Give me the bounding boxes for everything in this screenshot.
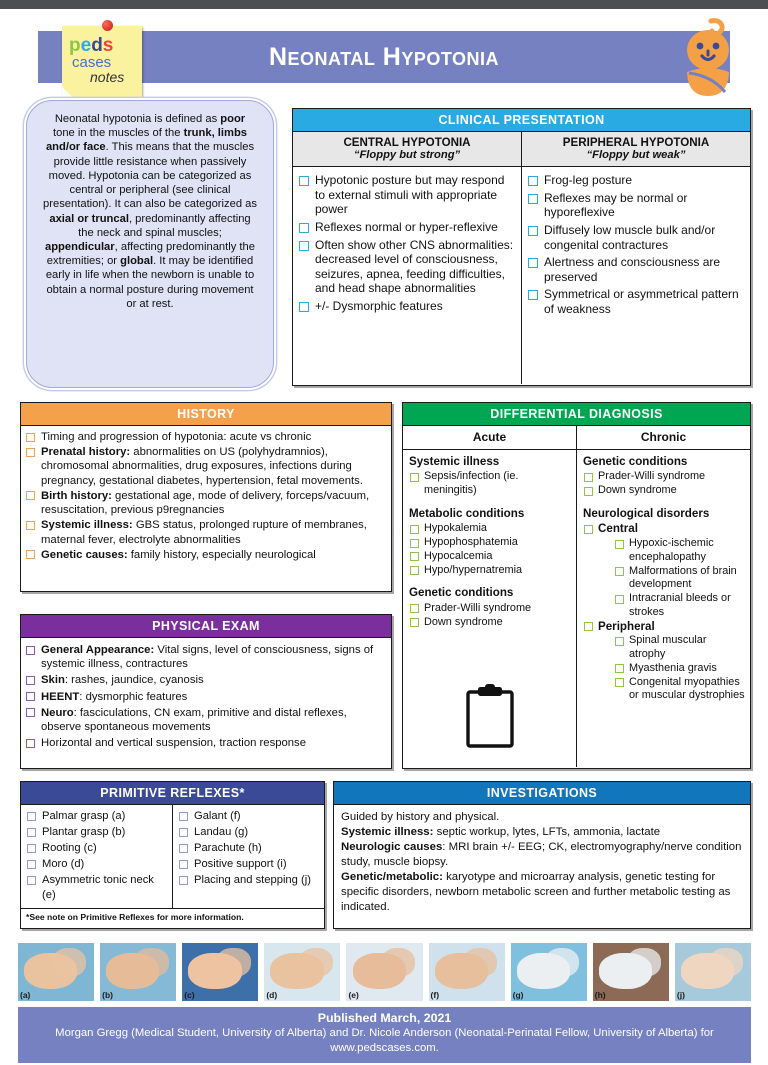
- list-item: [25, 548, 385, 562]
- list-item: [527, 173, 744, 188]
- list-item-label: Reflexes normal or hyper-reflexive: [315, 219, 498, 234]
- list-item: [614, 565, 745, 592]
- list-item-label: Birth history: gestational age, mode of delivery, forceps/vacuum, resuscitation, previous p9regnancies: [41, 489, 370, 517]
- list-item: [25, 643, 385, 671]
- photo-shape: [52, 948, 86, 977]
- page-header: [18, 27, 750, 87]
- baby-icon: [678, 18, 740, 98]
- list-item-label: Genetic causes: family history, especially neurological: [41, 548, 316, 561]
- clinical-presentation-card: [292, 108, 751, 386]
- list-item: [25, 445, 385, 488]
- logo-peds-text: peds: [69, 35, 114, 56]
- central-hypotonia-body: [293, 167, 521, 321]
- list-item-label: Skin: rashes, jaundice, cyanosis: [41, 674, 204, 687]
- list-item-label: Placing and stepping (j): [194, 874, 311, 887]
- list-item: [527, 287, 744, 316]
- list-item-label: Landau (g): [194, 826, 249, 839]
- list-item: [409, 564, 571, 578]
- photo-label: (b): [102, 990, 113, 1000]
- list-item: [409, 522, 571, 536]
- photo-label: (e): [348, 990, 359, 1000]
- list-item: [614, 634, 745, 661]
- acute-column-title: Acute: [403, 426, 576, 450]
- list-item: [583, 484, 745, 498]
- text-line: Genetic/metabolic: karyotype and microarray analysis, genetic testing for specific disorders, newborn metabolic screen and further metabolic testing as indicated.: [341, 871, 731, 914]
- list-item-label: Reflexes may be normal or hyporeflexive: [544, 190, 688, 220]
- differential-diagnosis-card: [402, 402, 751, 769]
- peripheral-hypotonia-title: PERIPHERAL HYPOTONIA: [562, 136, 710, 149]
- list-item: [409, 536, 571, 550]
- list-item-label: Prenatal history: abnormalities on US (polyhydramnios), chromosomal abnormalities, drug exposures, infections during pregnancy, gestational diabetes, hypertension, fetal movements.: [41, 446, 363, 487]
- placing-stepping-photo: [675, 943, 751, 1001]
- central-hypotonia-subheader: [293, 132, 521, 167]
- text-line: Guided by history and physical.: [341, 811, 500, 823]
- list-item-label: Congenital myopathies or muscular dystrophies: [629, 675, 745, 702]
- definition-box: [26, 100, 274, 388]
- list: [409, 522, 571, 577]
- history-card: [20, 402, 392, 592]
- list-item-label: Systemic illness: GBS status, prolonged rupture of membranes, maternal fever, electrolyte abnormalities: [41, 519, 367, 546]
- list-item-label: Asymmetric tonic neck (e): [42, 874, 154, 901]
- list-item-label: Hypocalcemia: [424, 549, 493, 562]
- list-item: [25, 736, 385, 750]
- spacer: [583, 498, 745, 507]
- list-item-label: Symmetrical or asymmetrical pattern of weakness: [544, 287, 739, 316]
- list-item-label: Parachute (h): [194, 842, 262, 855]
- list: [614, 537, 745, 619]
- published-date: Published March, 2021: [317, 1011, 452, 1025]
- list-item: [178, 857, 321, 871]
- list-item-label: Prader-Willi syndrome: [598, 470, 706, 483]
- list-item: [614, 537, 745, 564]
- list-item-label: Hypotonic posture but may respond to external stimuli with appropriate power: [315, 173, 505, 217]
- physical-exam-body: [21, 638, 391, 756]
- photo-shape: [134, 948, 168, 977]
- list-item-label: Hypophosphatemia: [424, 536, 518, 549]
- list: [614, 634, 745, 703]
- text-line: Systemic illness: septic workup, lytes, LFTs, ammonia, lactate: [341, 826, 661, 839]
- list-item: [25, 489, 385, 517]
- photo-label: (j): [676, 990, 685, 1000]
- infographic-page: [0, 9, 768, 1065]
- photo-label: (h): [594, 990, 606, 1000]
- list-item-label: Sepsis/infection (ie. meningitis): [424, 470, 519, 497]
- peripheral-hypotonia-list: [527, 173, 744, 317]
- subgroup-label: Central: [598, 522, 638, 536]
- investigations-card: [333, 781, 751, 929]
- photo-shape: [381, 948, 415, 977]
- list-item-label: Moro (d): [42, 858, 85, 871]
- definition-text: Neonatal hypotonia is defined as poor tone in the muscles of the trunk, limbs and/or face. This means that the muscles provide little resistance when passively moved. Hypotonia can be categorized as central or peripheral (see clinical presentation). It can also be categorized as axial or truncal, predominantly affecting the neck and spinal muscles; appendicular, affecting predominantly the extremities; or global. It may be identified early in life when the newborn is unable to obtain a normal posture during movement or at rest.: [43, 113, 257, 310]
- spacer: [409, 577, 571, 586]
- list: [409, 602, 571, 629]
- differential-acute-column: [403, 426, 577, 767]
- list-item: [25, 706, 385, 734]
- list-item-label: Rooting (c): [42, 842, 97, 855]
- photo-label: (c): [184, 990, 195, 1000]
- list-item: [583, 470, 745, 484]
- list-item: [26, 809, 169, 823]
- rooting-photo: [182, 943, 258, 1001]
- history-list: [25, 430, 385, 562]
- moro-photo: [264, 943, 340, 1001]
- reflexes-column-1: [21, 805, 173, 908]
- subgroup-item: [583, 620, 745, 703]
- list-item: [409, 470, 571, 497]
- logo-cases-text: cases: [72, 54, 112, 71]
- list-item-label: Plantar grasp (b): [42, 826, 126, 839]
- list-item: [527, 255, 744, 284]
- logo-note-corner: [62, 87, 75, 100]
- page-title-text: Neonatal Hypotonia: [268, 42, 500, 71]
- list-item-label: Down syndrome: [424, 615, 503, 628]
- list-item: [614, 676, 745, 703]
- list-item-label: +/- Dysmorphic features: [315, 299, 443, 313]
- galant-photo: [429, 943, 505, 1001]
- group-heading: Systemic illness: [409, 455, 500, 468]
- list-item-label: Intracranial bleeds or strokes: [629, 592, 731, 618]
- list-item: [409, 602, 571, 616]
- primitive-reflexes-card: [20, 781, 325, 929]
- text-line: Neurologic causes: MRI brain +/- EEG; CK, electromyography/nerve condition study, muscle biopsy.: [341, 841, 742, 869]
- list-item-label: Neuro: fasciculations, CN exam, primitive and distal reflexes, observe spontaneous movements: [41, 706, 347, 734]
- list-item: [298, 220, 515, 235]
- list-item: [298, 299, 515, 314]
- list-item-label: Diffusely low muscle bulk and/or congenital contractures: [544, 222, 716, 252]
- pedscases-logo: [62, 20, 147, 100]
- photo-shape: [627, 948, 661, 977]
- central-hypotonia-title: CENTRAL HYPOTONIA: [343, 136, 471, 149]
- photo-label: (g): [512, 990, 524, 1000]
- list-item-label: Hypo/hypernatremia: [424, 563, 523, 576]
- photo-shape: [709, 948, 743, 977]
- parachute-photo: [593, 943, 669, 1001]
- photo-shape: [545, 948, 579, 977]
- list-item-label: Alertness and consciousness are preserved: [544, 255, 721, 284]
- list-item-label: Hypoxic-ischemic encephalopathy: [629, 537, 714, 563]
- list-item-label: Malformations of brain development: [629, 564, 737, 591]
- clipboard-icon: [465, 684, 515, 748]
- reflexes-list-2: [178, 809, 321, 888]
- list-item: [25, 673, 385, 687]
- logo-pin-icon: [102, 20, 113, 31]
- list-item-label: Galant (f): [194, 810, 241, 822]
- list-item: [26, 841, 169, 855]
- photo-label: (d): [266, 990, 278, 1000]
- list-item-label: HEENT: dysmorphic features: [41, 690, 188, 703]
- list-item: [298, 238, 515, 297]
- group-heading: Genetic conditions: [583, 455, 688, 468]
- list-item-label: Timing and progression of hypotonia: acute vs chronic: [41, 431, 312, 443]
- list-item: [527, 223, 744, 252]
- list-item: [26, 857, 169, 871]
- physical-exam-heading: PHYSICAL EXAM: [21, 615, 391, 638]
- top-bar: [0, 0, 768, 9]
- differential-chronic-column: [577, 426, 750, 767]
- list-item: [25, 690, 385, 704]
- photo-shape: [299, 948, 333, 977]
- peripheral-hypotonia-body: [522, 167, 750, 324]
- list-item: [409, 616, 571, 630]
- chronic-column-title: Chronic: [577, 426, 750, 450]
- photo-shape: [216, 948, 250, 977]
- plantar-grasp-photo: [100, 943, 176, 1001]
- differential-diagnosis-heading: DIFFERENTIAL DIAGNOSIS: [403, 403, 750, 426]
- list-item: [178, 825, 321, 839]
- list-item-label: Often show other CNS abnormalities: decreased level of consciousness, seizures, apnea, feeding difficulties, and head shape abnormalities: [315, 237, 514, 296]
- acute-column-body: [403, 450, 576, 633]
- list-item-label: Positive support (i): [194, 858, 287, 871]
- peripheral-hypotonia-subheader: [522, 132, 750, 167]
- physical-exam-list: [25, 643, 385, 751]
- subgroup-label: Peripheral: [598, 619, 655, 633]
- spacer: [409, 498, 571, 507]
- peripheral-hypotonia-subtitle: “Floppy but weak”: [586, 149, 686, 161]
- peripheral-hypotonia-column: [522, 132, 750, 384]
- asymmetric-tonic-neck-photo: [346, 943, 422, 1001]
- list-item: [298, 173, 515, 217]
- list: [409, 470, 571, 497]
- list-item: [614, 592, 745, 619]
- list-item: [178, 809, 321, 823]
- chronic-column-body: [577, 450, 750, 707]
- list-item: [178, 873, 321, 887]
- list-item: [614, 662, 745, 676]
- list-item: [26, 825, 169, 839]
- list-item-label: Down syndrome: [598, 484, 677, 497]
- clinical-presentation-heading: CLINICAL PRESENTATION: [293, 109, 750, 132]
- primitive-reflexes-note: *See note on Primitive Reflexes for more information.: [21, 908, 324, 924]
- list-item: [25, 518, 385, 546]
- list-item: [25, 430, 385, 444]
- central-hypotonia-list: [298, 173, 515, 314]
- landau-photo: [511, 943, 587, 1001]
- list-item-label: Spinal muscular atrophy: [629, 634, 707, 661]
- list-item-label: Frog-leg posture: [544, 173, 633, 187]
- list-item: [26, 873, 169, 901]
- list-item: [527, 191, 744, 220]
- palmar-grasp-photo: [18, 943, 94, 1001]
- list: [583, 470, 745, 497]
- list-item-label: Palmar grasp (a): [42, 810, 126, 822]
- group-heading: Genetic conditions: [409, 586, 514, 600]
- photo-label: (a): [20, 990, 31, 1000]
- photo-label: (f): [430, 990, 440, 1000]
- physical-exam-card: [20, 614, 392, 769]
- list-item-label: Horizontal and vertical suspension, traction response: [41, 737, 306, 750]
- history-heading: HISTORY: [21, 403, 391, 426]
- list-item-label: Myasthenia gravis: [629, 661, 717, 674]
- group-heading: Neurological disorders: [583, 506, 710, 520]
- logo-notes-text: notes: [90, 69, 125, 85]
- group-heading: Metabolic conditions: [409, 506, 525, 520]
- history-body: [21, 426, 391, 566]
- photo-shape: [463, 948, 497, 977]
- reflex-photo-strip: [18, 943, 751, 1001]
- reflexes-column-2: [173, 805, 324, 908]
- central-hypotonia-column: [293, 132, 522, 384]
- investigations-body: [334, 805, 750, 920]
- list-item: [409, 550, 571, 564]
- central-hypotonia-subtitle: “Floppy but strong”: [353, 149, 461, 161]
- subgroup-list: [583, 522, 745, 703]
- reflexes-list-1: [26, 809, 169, 902]
- investigations-heading: INVESTIGATIONS: [334, 782, 750, 805]
- primitive-reflexes-heading: PRIMITIVE REFLEXES*: [21, 782, 324, 805]
- list-item-label: Hypokalemia: [424, 522, 487, 535]
- page-footer: [18, 1007, 751, 1063]
- author-credits: Morgan Gregg (Medical Student, University of Alberta) and Dr. Nicole Anderson (Neonatal-Perinatal Fellow, University of Alberta) for www.pedscases.com.: [55, 1027, 714, 1054]
- list-item-label: General Appearance: Vital signs, level of consciousness, signs of systemic illness, contractures: [41, 644, 374, 671]
- list-item: [178, 841, 321, 855]
- list-item-label: Prader-Willi syndrome: [424, 601, 532, 614]
- subgroup-item: [583, 522, 745, 619]
